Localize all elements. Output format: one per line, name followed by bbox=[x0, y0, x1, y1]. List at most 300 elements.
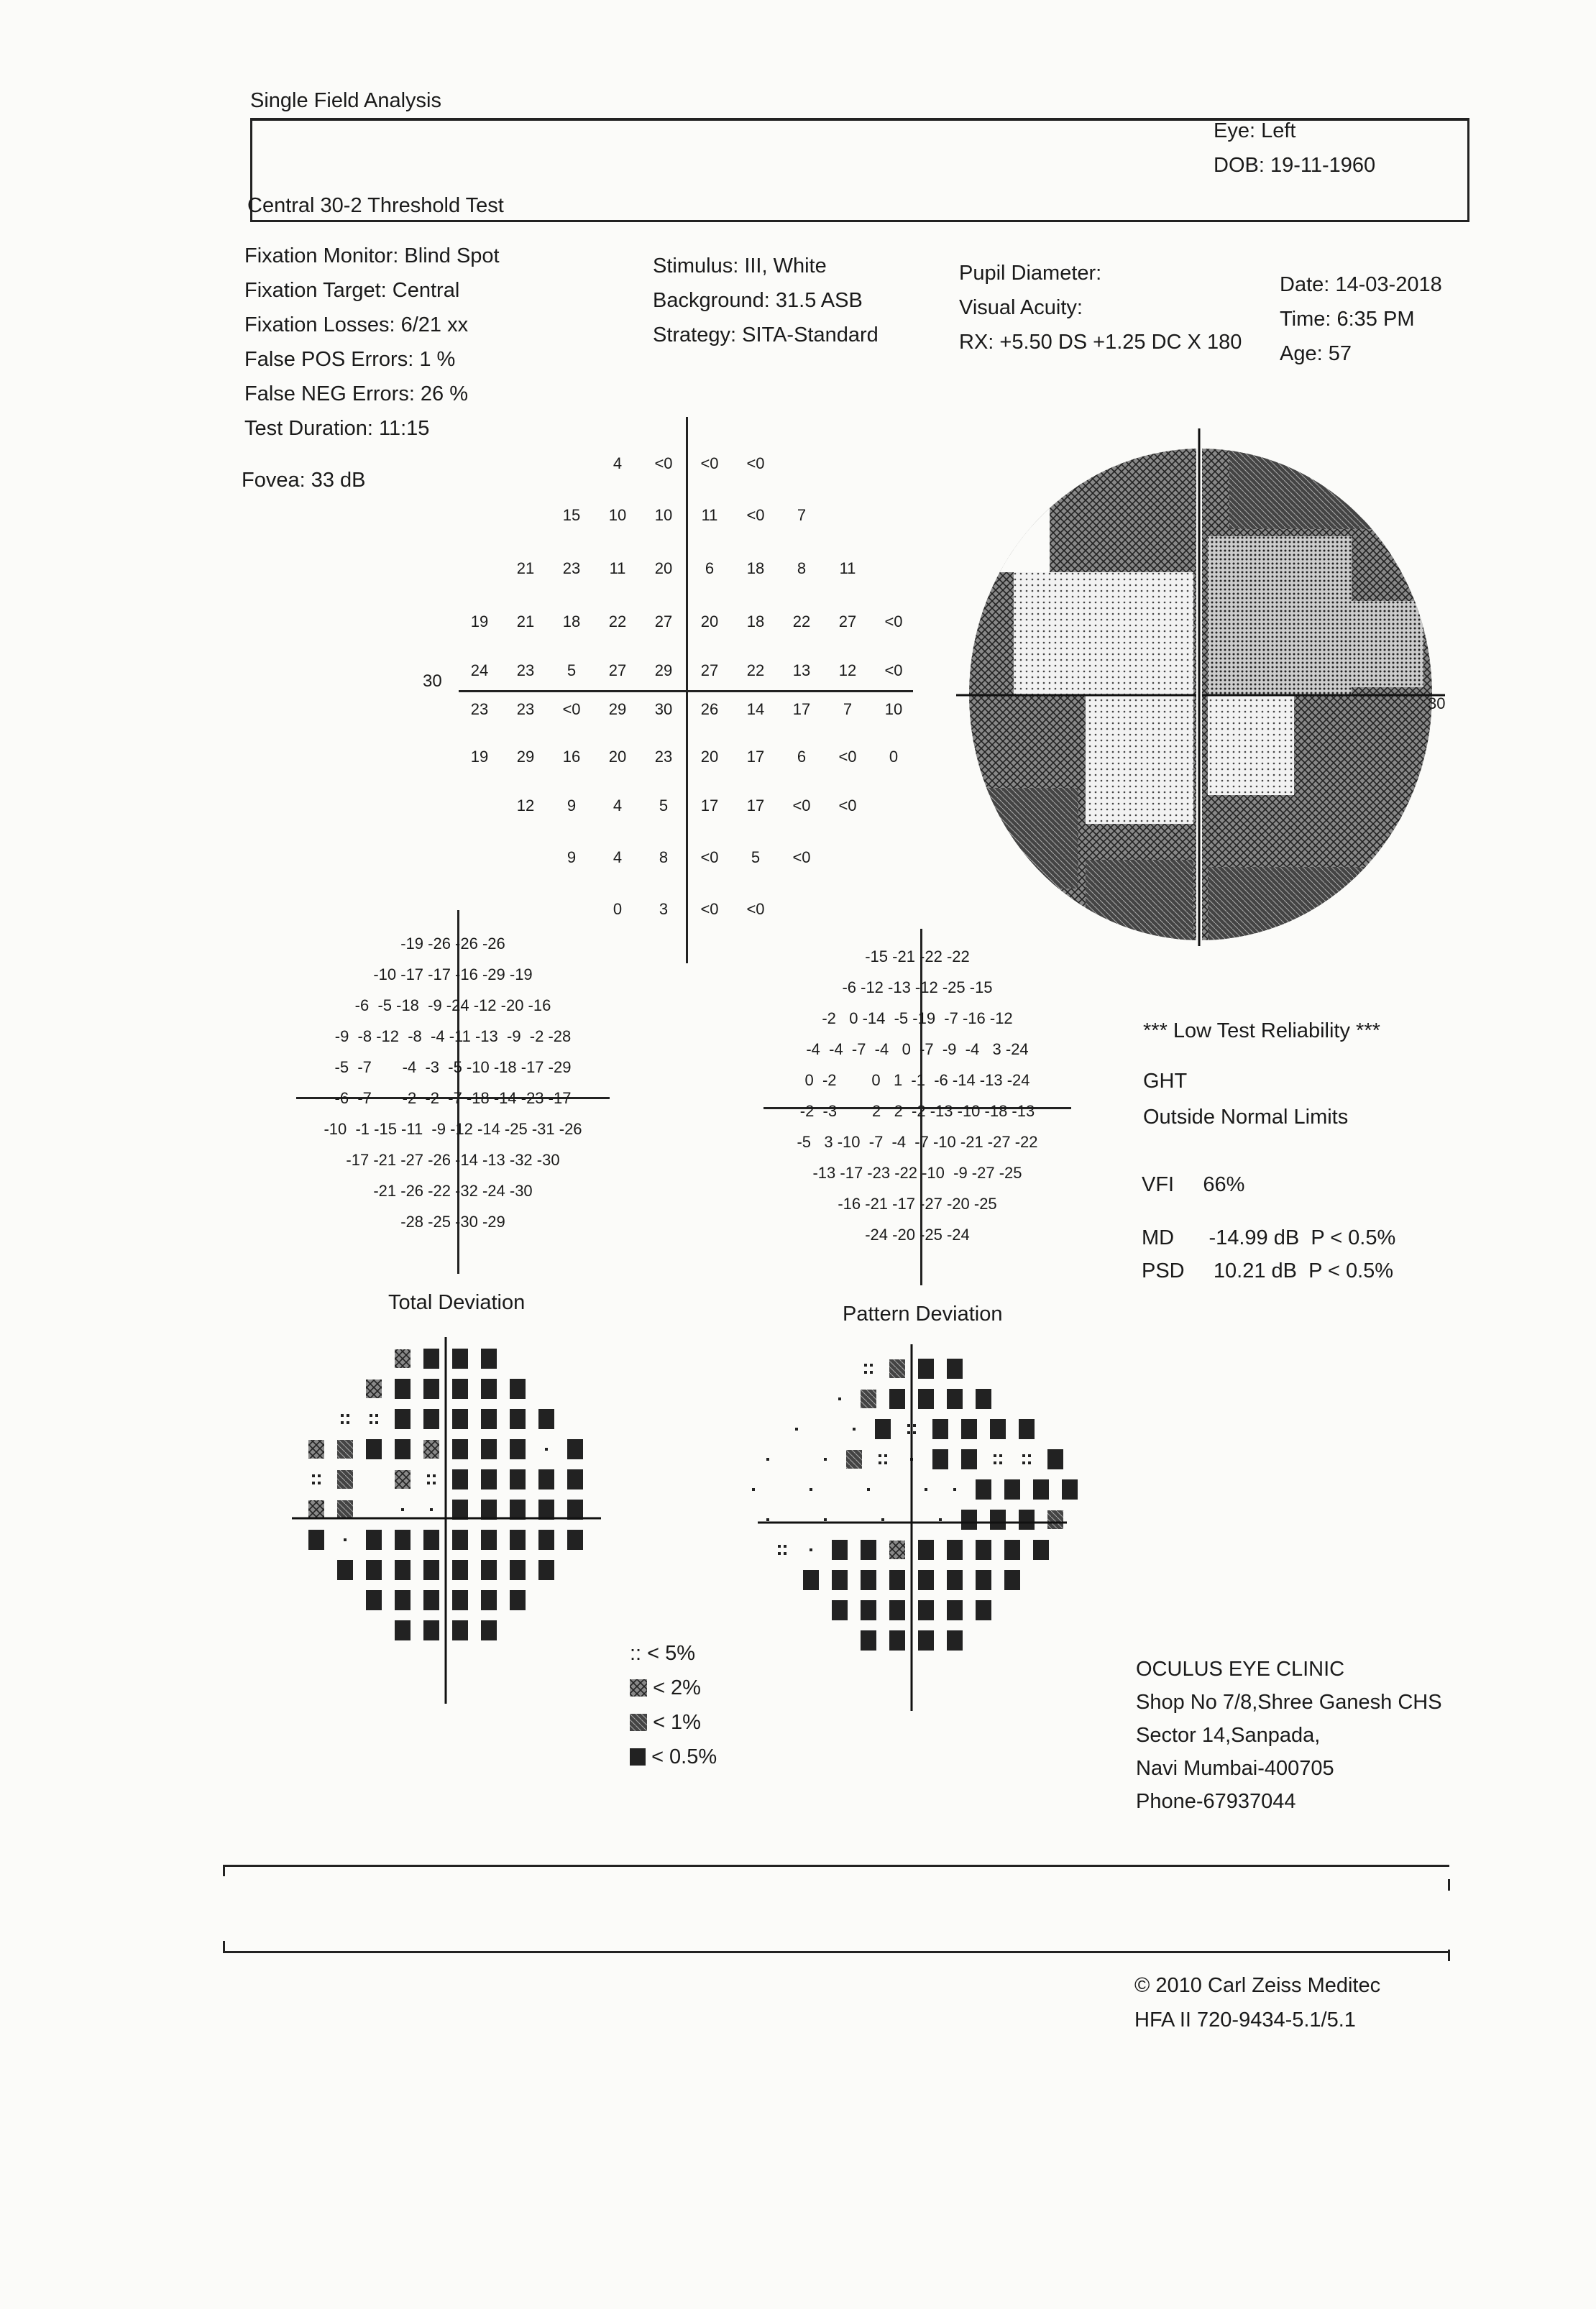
threshold-value: 4 bbox=[613, 848, 623, 866]
symbol-p05 bbox=[1004, 1540, 1020, 1560]
threshold-value: 18 bbox=[562, 612, 581, 630]
total-deviation-row: -28 -25 -30 -29 bbox=[400, 1213, 505, 1231]
symbol-normal bbox=[953, 1488, 956, 1491]
symbol-p05 bbox=[918, 1600, 934, 1620]
ght-label: GHT bbox=[1143, 1070, 1188, 1093]
symbol-normal bbox=[838, 1397, 841, 1400]
symbol-p05 bbox=[452, 1620, 468, 1640]
symbol-p05 bbox=[947, 1540, 963, 1560]
symbol-p05 bbox=[947, 1359, 963, 1379]
threshold-value: 11 bbox=[701, 506, 718, 524]
threshold-value: 13 bbox=[792, 661, 811, 679]
symbol-p5 bbox=[913, 1424, 916, 1427]
clinic-line-1: Shop No 7/8,Shree Ganesh CHS bbox=[1136, 1691, 1442, 1714]
symbol-p5 bbox=[864, 1371, 867, 1374]
symbol-p05 bbox=[961, 1510, 977, 1530]
symbol-p05 bbox=[308, 1530, 324, 1550]
symbol-p05 bbox=[861, 1540, 876, 1560]
stimulus: Stimulus: III, White bbox=[653, 254, 827, 277]
legend-0-5pct: < 0.5% bbox=[630, 1745, 717, 1769]
threshold-value: 26 bbox=[700, 700, 719, 718]
symbol-p5 bbox=[1022, 1454, 1025, 1457]
symbol-normal bbox=[939, 1518, 942, 1521]
symbol-p05 bbox=[395, 1439, 411, 1459]
symbol-p5 bbox=[433, 1482, 436, 1484]
symbol-p05 bbox=[395, 1590, 411, 1610]
threshold-value: 20 bbox=[654, 559, 673, 577]
symbol-p05 bbox=[366, 1590, 382, 1610]
symbol-p05 bbox=[481, 1379, 497, 1399]
threshold-value: 27 bbox=[838, 612, 857, 630]
test-parameters-mid bbox=[653, 254, 879, 358]
symbol-p05 bbox=[1019, 1419, 1035, 1439]
symbol-p5 bbox=[884, 1454, 887, 1457]
symbol-p5 bbox=[347, 1421, 349, 1424]
symbol-p5 bbox=[370, 1414, 372, 1417]
threshold-value: 11 bbox=[609, 559, 626, 577]
bracket-br bbox=[1448, 1950, 1450, 1961]
threshold-value: 21 bbox=[516, 559, 535, 577]
symbol-p5 bbox=[999, 1461, 1002, 1464]
threshold-value: 16 bbox=[562, 748, 581, 766]
symbol-p05 bbox=[861, 1600, 876, 1620]
threshold-value: 27 bbox=[700, 661, 719, 679]
symbol-p05 bbox=[1047, 1449, 1063, 1469]
symbol-p1 bbox=[1047, 1510, 1063, 1529]
threshold-value: 19 bbox=[470, 748, 489, 766]
symbol-p05 bbox=[452, 1439, 468, 1459]
symbol-p05 bbox=[961, 1449, 977, 1469]
symbol-p05 bbox=[538, 1409, 554, 1429]
threshold-value: 18 bbox=[746, 612, 765, 630]
symbol-p5 bbox=[994, 1454, 996, 1457]
test-parameters-right bbox=[959, 262, 1242, 365]
symbol-normal bbox=[824, 1518, 827, 1521]
threshold-value: <0 bbox=[838, 797, 857, 814]
test-parameters-left bbox=[244, 244, 500, 451]
symbol-p5 bbox=[427, 1474, 430, 1477]
threshold-value: 20 bbox=[700, 748, 719, 766]
symbol-p05 bbox=[452, 1530, 468, 1550]
pattern-deviation-row: 0 -2 0 1 -1 -6 -14 -13 -24 bbox=[804, 1071, 1030, 1089]
test-time: Time: 6:35 PM bbox=[1280, 308, 1415, 331]
symbol-p05 bbox=[889, 1600, 905, 1620]
threshold-value: 22 bbox=[608, 612, 627, 630]
test-name: Central 30-2 Threshold Test bbox=[247, 194, 504, 217]
legend-2pct: < 2% bbox=[630, 1676, 701, 1700]
threshold-value: 6 bbox=[705, 559, 715, 577]
symbol-p5 bbox=[879, 1454, 881, 1457]
footer bbox=[1134, 1974, 1380, 2043]
threshold-value: <0 bbox=[746, 454, 765, 472]
symbol-p05 bbox=[918, 1630, 934, 1651]
symbol-p5 bbox=[907, 1424, 910, 1427]
comment-line-top bbox=[223, 1865, 1449, 1867]
symbol-p5 bbox=[347, 1414, 349, 1417]
symbol-p5 bbox=[1028, 1461, 1031, 1464]
symbol-p5 bbox=[318, 1474, 321, 1477]
symbol-p05 bbox=[452, 1500, 468, 1520]
symbol-p05 bbox=[452, 1590, 468, 1610]
symbol-p5 bbox=[784, 1552, 786, 1555]
threshold-value: 12 bbox=[516, 797, 535, 814]
symbol-p05 bbox=[481, 1620, 497, 1640]
pattern-deviation-row: -24 -20 -25 -24 bbox=[865, 1226, 970, 1244]
symbol-p05 bbox=[918, 1570, 934, 1590]
symbol-p05 bbox=[481, 1560, 497, 1580]
symbol-normal bbox=[545, 1448, 548, 1451]
threshold-value: 10 bbox=[608, 506, 627, 524]
symbol-p5 bbox=[864, 1364, 867, 1367]
symbol-p05 bbox=[889, 1630, 905, 1651]
clinic-line-3: Navi Mumbai-400705 bbox=[1136, 1757, 1334, 1780]
symbol-p05 bbox=[918, 1540, 934, 1560]
pattern-deviation-probability-plot bbox=[752, 1344, 1083, 1718]
symbol-normal bbox=[925, 1488, 927, 1491]
symbol-p05 bbox=[961, 1419, 977, 1439]
symbol-p5 bbox=[370, 1421, 372, 1424]
reliability-warning: *** Low Test Reliability *** bbox=[1143, 1019, 1380, 1042]
symbol-p05 bbox=[538, 1530, 554, 1550]
threshold-value: <0 bbox=[884, 612, 903, 630]
symbol-p05 bbox=[803, 1570, 819, 1590]
symbol-p05 bbox=[1033, 1540, 1049, 1560]
symbol-p05 bbox=[452, 1469, 468, 1489]
threshold-value: 22 bbox=[792, 612, 811, 630]
symbol-p05 bbox=[947, 1630, 963, 1651]
symbol-p05 bbox=[395, 1409, 411, 1429]
threshold-value: 12 bbox=[838, 661, 857, 679]
symbol-p05 bbox=[976, 1479, 991, 1500]
symbol-p05 bbox=[395, 1560, 411, 1580]
clinic-address bbox=[1136, 1658, 1442, 1823]
threshold-value: 21 bbox=[516, 612, 535, 630]
symbol-p1 bbox=[846, 1450, 862, 1469]
symbol-p05 bbox=[395, 1530, 411, 1550]
symbol-p5 bbox=[375, 1414, 378, 1417]
total-deviation-row: -9 -8 -12 -8 -4 -11 -13 -9 -2 -28 bbox=[334, 1027, 572, 1045]
threshold-value: 10 bbox=[654, 506, 673, 524]
threshold-value: <0 bbox=[838, 748, 857, 766]
symbol-p5 bbox=[884, 1461, 887, 1464]
symbol-normal bbox=[344, 1538, 347, 1541]
symbol-p05 bbox=[481, 1469, 497, 1489]
symbol-p05 bbox=[510, 1409, 526, 1429]
threshold-value: 11 bbox=[839, 559, 856, 577]
symbol-p5 bbox=[907, 1431, 910, 1434]
symbol-p2 bbox=[395, 1470, 411, 1489]
symbol-p1 bbox=[337, 1470, 353, 1489]
threshold-value: 29 bbox=[608, 700, 627, 718]
total-deviation-row: -5 -7 -4 -3 -5 -10 -18 -17 -29 bbox=[334, 1058, 572, 1076]
symbol-p05 bbox=[510, 1560, 526, 1580]
symbol-p05 bbox=[918, 1359, 934, 1379]
symbol-p05 bbox=[947, 1389, 963, 1409]
symbol-p05 bbox=[452, 1379, 468, 1399]
symbol-p05 bbox=[423, 1379, 439, 1399]
symbol-normal bbox=[766, 1458, 769, 1461]
dob-label: DOB: 19-11-1960 bbox=[1214, 154, 1376, 177]
grayscale-map bbox=[956, 428, 1445, 946]
grayscale-axis-label: 30 bbox=[1428, 694, 1446, 712]
symbol-p5 bbox=[341, 1421, 344, 1424]
symbol-p05 bbox=[567, 1439, 583, 1459]
symbol-p5 bbox=[778, 1552, 781, 1555]
threshold-value: 5 bbox=[751, 848, 761, 866]
pattern-deviation-row: -2 -3 2 2 -2 -13 -10 -18 -13 bbox=[799, 1102, 1035, 1120]
symbol-normal bbox=[766, 1518, 769, 1521]
threshold-axis-label: 30 bbox=[423, 671, 442, 691]
symbol-p05 bbox=[510, 1590, 526, 1610]
symbol-p05 bbox=[366, 1530, 382, 1550]
symbol-p05 bbox=[976, 1540, 991, 1560]
threshold-value: 23 bbox=[654, 748, 673, 766]
cross-hatch-icon bbox=[630, 1679, 647, 1697]
threshold-value: 5 bbox=[659, 797, 669, 814]
symbol-p05 bbox=[452, 1409, 468, 1429]
fixation-monitor: Fixation Monitor: Blind Spot bbox=[244, 244, 500, 267]
symbol-p05 bbox=[932, 1419, 948, 1439]
symbol-p05 bbox=[976, 1570, 991, 1590]
symbol-p05 bbox=[918, 1389, 934, 1409]
pattern-deviation-row: -15 -21 -22 -22 bbox=[865, 947, 970, 965]
symbol-p5 bbox=[375, 1421, 378, 1424]
threshold-value: 29 bbox=[516, 748, 535, 766]
symbol-p05 bbox=[538, 1469, 554, 1489]
threshold-value: 9 bbox=[567, 848, 577, 866]
symbol-p05 bbox=[538, 1560, 554, 1580]
fixation-losses: Fixation Losses: 6/21 xx bbox=[244, 313, 469, 336]
threshold-value: <0 bbox=[562, 700, 581, 718]
symbol-p5 bbox=[341, 1414, 344, 1417]
total-deviation-row: -17 -21 -27 -26 -14 -13 -32 -30 bbox=[346, 1151, 560, 1169]
symbol-p05 bbox=[990, 1510, 1006, 1530]
threshold-value: <0 bbox=[700, 454, 719, 472]
symbol-p05 bbox=[481, 1349, 497, 1369]
symbol-p05 bbox=[423, 1349, 439, 1369]
symbol-p05 bbox=[510, 1469, 526, 1489]
rx: RX: +5.50 DS +1.25 DC X 180 bbox=[959, 331, 1242, 354]
symbol-p5 bbox=[870, 1364, 873, 1367]
pattern-deviation-row: -5 3 -10 -7 -4 -7 -10 -21 -27 -22 bbox=[797, 1133, 1038, 1151]
symbol-p5 bbox=[1028, 1454, 1031, 1457]
pattern-deviation-row: -4 -4 -7 -4 0 -7 -9 -4 3 -24 bbox=[806, 1040, 1029, 1058]
threshold-v-axis bbox=[686, 417, 688, 963]
symbol-normal bbox=[810, 1548, 812, 1551]
threshold-value: 17 bbox=[700, 797, 719, 814]
threshold-value: 0 bbox=[613, 900, 623, 918]
threshold-value: 17 bbox=[746, 748, 765, 766]
threshold-value: 8 bbox=[659, 848, 669, 866]
symbol-p05 bbox=[452, 1349, 468, 1369]
threshold-value: <0 bbox=[700, 900, 719, 918]
symbol-p05 bbox=[452, 1560, 468, 1580]
pattern-deviation-row: -16 -21 -17 -27 -20 -25 bbox=[838, 1195, 997, 1213]
total-deviation-row: -19 -26 -26 -26 bbox=[400, 935, 505, 952]
symbol-p05 bbox=[481, 1439, 497, 1459]
total-deviation-row: -6 -5 -18 -9 -24 -12 -20 -16 bbox=[354, 996, 551, 1014]
visual-acuity: Visual Acuity: bbox=[959, 296, 1083, 319]
vfi-value: VFI 66% bbox=[1142, 1173, 1245, 1196]
threshold-value: 5 bbox=[567, 661, 577, 679]
comment-line-bottom bbox=[223, 1951, 1449, 1953]
fovea-value: Fovea: 33 dB bbox=[242, 469, 366, 492]
threshold-value: <0 bbox=[746, 506, 765, 524]
threshold-value: 27 bbox=[608, 661, 627, 679]
symbol-p05 bbox=[932, 1449, 948, 1469]
threshold-value: 19 bbox=[470, 612, 489, 630]
threshold-value: 30 bbox=[654, 700, 673, 718]
dense-hatch-icon bbox=[630, 1714, 647, 1731]
symbol-p05 bbox=[423, 1620, 439, 1640]
threshold-value: <0 bbox=[654, 454, 673, 472]
total-deviation-label: Total Deviation bbox=[388, 1291, 526, 1314]
md-value: MD -14.99 dB P < 0.5% bbox=[1142, 1226, 1396, 1249]
threshold-value: 6 bbox=[797, 748, 807, 766]
symbol-p05 bbox=[861, 1570, 876, 1590]
pattern-deviation-row: -6 -12 -13 -12 -25 -15 bbox=[842, 978, 993, 996]
symbol-normal bbox=[824, 1458, 827, 1461]
symbol-p2 bbox=[308, 1440, 324, 1459]
legend-5pct: :: < 5% bbox=[630, 1642, 696, 1665]
symbol-p05 bbox=[861, 1630, 876, 1651]
symbol-p05 bbox=[832, 1540, 848, 1560]
threshold-value: <0 bbox=[884, 661, 903, 679]
symbol-p5 bbox=[999, 1454, 1002, 1457]
symbol-p5 bbox=[778, 1545, 781, 1548]
symbol-normal bbox=[867, 1488, 870, 1491]
threshold-value: <0 bbox=[700, 848, 719, 866]
symbol-p05 bbox=[395, 1620, 411, 1640]
symbol-normal bbox=[752, 1488, 755, 1491]
symbol-p05 bbox=[423, 1409, 439, 1429]
symbol-p05 bbox=[337, 1560, 353, 1580]
psd-value: PSD 10.21 dB P < 0.5% bbox=[1142, 1259, 1394, 1282]
threshold-value: 29 bbox=[654, 661, 673, 679]
threshold-value: 7 bbox=[843, 700, 853, 718]
symbol-p05 bbox=[947, 1570, 963, 1590]
symbol-p5 bbox=[433, 1474, 436, 1477]
threshold-value: 8 bbox=[797, 559, 807, 577]
fixation-target: Fixation Target: Central bbox=[244, 279, 460, 302]
device-model: HFA II 720-9434-5.1/5.1 bbox=[1134, 2009, 1356, 2032]
symbol-p5 bbox=[312, 1474, 315, 1477]
symbol-p5 bbox=[318, 1482, 321, 1484]
threshold-value: <0 bbox=[792, 797, 811, 814]
total-deviation-probability-plot bbox=[288, 1337, 618, 1711]
clinic-name: OCULUS EYE CLINIC bbox=[1136, 1658, 1345, 1681]
symbol-p05 bbox=[976, 1600, 991, 1620]
symbol-p05 bbox=[567, 1469, 583, 1489]
threshold-value: 4 bbox=[613, 797, 623, 814]
threshold-value: 18 bbox=[746, 559, 765, 577]
symbol-p5 bbox=[913, 1431, 916, 1434]
symbol-normal bbox=[430, 1508, 433, 1511]
threshold-value: 14 bbox=[746, 700, 765, 718]
symbol-p2 bbox=[308, 1500, 324, 1519]
symbol-normal bbox=[795, 1428, 798, 1431]
pattern-deviation-label: Pattern Deviation bbox=[843, 1303, 1003, 1326]
symbol-p5 bbox=[427, 1482, 430, 1484]
test-datetime bbox=[1280, 273, 1442, 377]
total-deviation-row: -10 -1 -15 -11 -9 -12 -14 -25 -31 -26 bbox=[324, 1120, 582, 1138]
symbol-normal bbox=[881, 1518, 884, 1521]
report-title: Single Field Analysis bbox=[250, 89, 441, 112]
threshold-value: <0 bbox=[792, 848, 811, 866]
threshold-value: 17 bbox=[746, 797, 765, 814]
symbol-p05 bbox=[538, 1500, 554, 1520]
threshold-value: 3 bbox=[659, 900, 669, 918]
symbol-p05 bbox=[875, 1419, 891, 1439]
symbol-p1 bbox=[861, 1390, 876, 1408]
threshold-value: 23 bbox=[516, 700, 535, 718]
clinic-line-2: Sector 14,Sanpada, bbox=[1136, 1724, 1321, 1747]
total-deviation-row: -6 -7 -2 -2 -7 -18 -14 -23 -17 bbox=[334, 1089, 572, 1107]
symbol-p05 bbox=[976, 1389, 991, 1409]
symbol-p5 bbox=[994, 1461, 996, 1464]
symbol-p05 bbox=[889, 1389, 905, 1409]
background: Background: 31.5 ASB bbox=[653, 289, 863, 312]
test-duration: Test Duration: 11:15 bbox=[244, 417, 430, 440]
symbol-p05 bbox=[423, 1590, 439, 1610]
threshold-value: 22 bbox=[746, 661, 765, 679]
threshold-value: 9 bbox=[567, 797, 577, 814]
symbol-p05 bbox=[481, 1500, 497, 1520]
symbol-p05 bbox=[481, 1530, 497, 1550]
symbol-p05 bbox=[990, 1419, 1006, 1439]
threshold-value: 0 bbox=[889, 748, 899, 766]
symbol-p05 bbox=[1033, 1479, 1049, 1500]
symbol-p05 bbox=[510, 1439, 526, 1459]
symbol-p05 bbox=[1062, 1479, 1078, 1500]
pupil-diameter: Pupil Diameter: bbox=[959, 262, 1102, 285]
threshold-value: 20 bbox=[700, 612, 719, 630]
symbol-p2 bbox=[889, 1541, 905, 1559]
symbol-p05 bbox=[832, 1570, 848, 1590]
symbol-p1 bbox=[337, 1440, 353, 1459]
solid-square-icon bbox=[630, 1748, 646, 1766]
test-date: Date: 14-03-2018 bbox=[1280, 273, 1442, 296]
symbol-p05 bbox=[889, 1570, 905, 1590]
symbol-p5 bbox=[784, 1545, 786, 1548]
symbol-p5 bbox=[1022, 1461, 1025, 1464]
symbol-p2 bbox=[366, 1380, 382, 1398]
threshold-value: 4 bbox=[613, 454, 623, 472]
false-neg-errors: False NEG Errors: 26 % bbox=[244, 382, 469, 405]
clinic-phone: Phone-67937044 bbox=[1136, 1790, 1296, 1813]
symbol-p1 bbox=[889, 1359, 905, 1378]
eye-label: Eye: Left bbox=[1214, 119, 1296, 142]
symbol-normal bbox=[810, 1488, 812, 1491]
symbol-p05 bbox=[1019, 1510, 1035, 1530]
total-deviation-row: -10 -17 -17 -16 -29 -19 bbox=[373, 965, 533, 983]
symbol-p2 bbox=[423, 1440, 439, 1459]
threshold-value: 17 bbox=[792, 700, 811, 718]
symbol-p05 bbox=[947, 1600, 963, 1620]
patient-age: Age: 57 bbox=[1280, 342, 1352, 365]
symbol-normal bbox=[853, 1428, 856, 1431]
threshold-value: <0 bbox=[746, 900, 765, 918]
symbol-p05 bbox=[366, 1560, 382, 1580]
threshold-value: 7 bbox=[797, 506, 807, 524]
threshold-value: 23 bbox=[470, 700, 489, 718]
copyright: © 2010 Carl Zeiss Meditec bbox=[1134, 1974, 1381, 1997]
symbol-p05 bbox=[366, 1439, 382, 1459]
legend-1pct: < 1% bbox=[630, 1711, 701, 1735]
bracket-bl bbox=[223, 1941, 225, 1952]
strategy: Strategy: SITA-Standard bbox=[653, 323, 879, 346]
symbol-p05 bbox=[423, 1530, 439, 1550]
